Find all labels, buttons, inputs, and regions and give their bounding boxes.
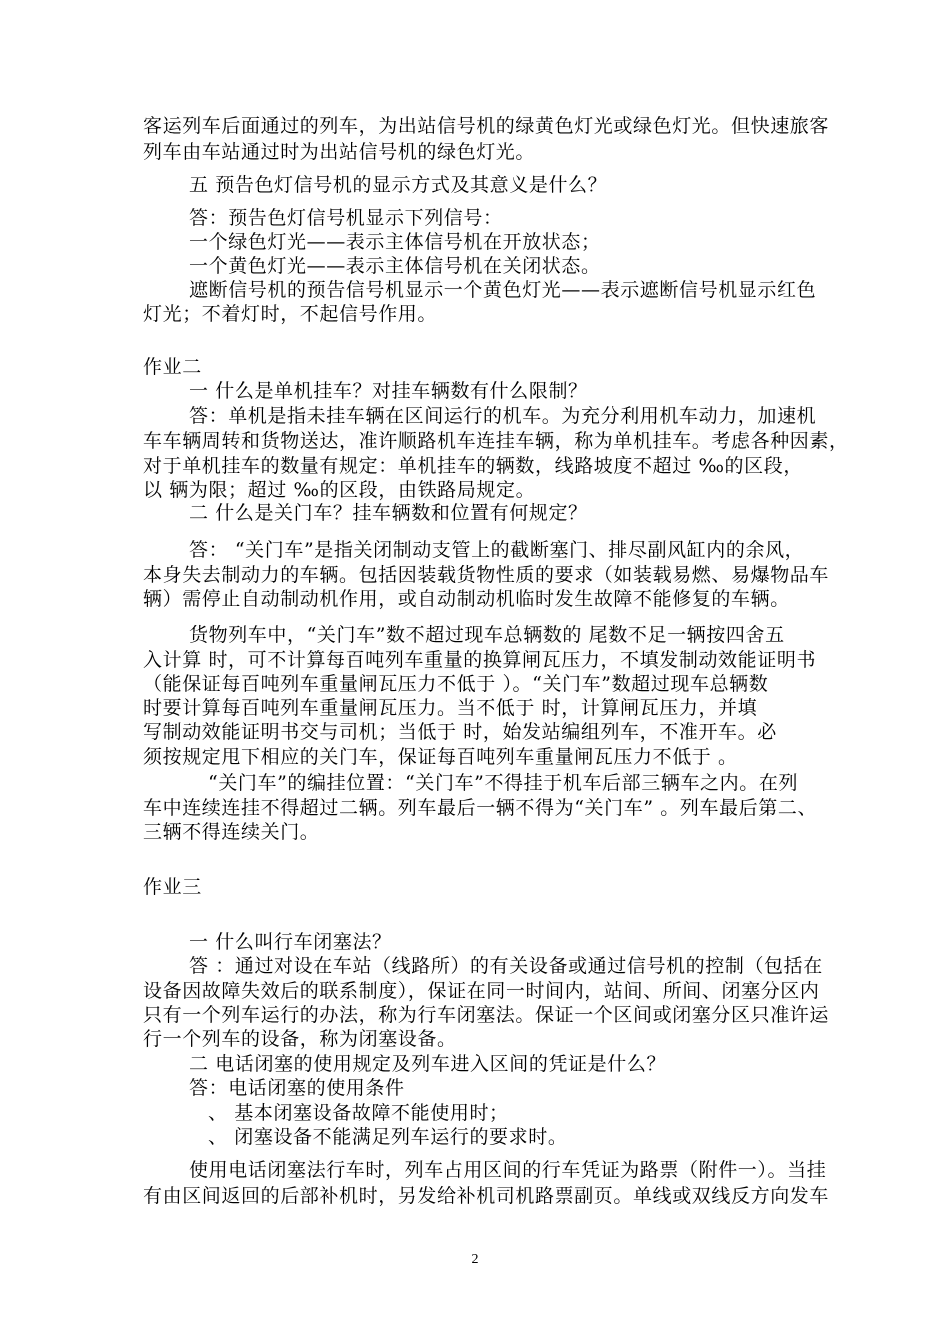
body-line: 对于单机挂车的数量有规定：单机挂车的辆数，线路坡度不超过 ‰的区段， <box>143 455 803 477</box>
list-item: 、 基本闭塞设备故障不能使用时； <box>208 1102 509 1124</box>
body-line: 写制动效能证明书交与司机；当低于 时，始发站编组列车，不准开车。必 <box>143 721 777 743</box>
body-line: 三辆不得连续关门。 <box>143 821 320 843</box>
body-line: 有由区间返回的后部补机时，另发给补机司机路票副页。单线或双线反方向发车 <box>143 1185 830 1207</box>
question-heading: 五 预告色灯信号机的显示方式及其意义是什么？ <box>189 174 608 196</box>
answer-line: 答 ：通过对设在车站（线路所）的有关设备或通过信号机的控制（包括在 <box>189 955 823 977</box>
body-line: 客运列车后面通过的列车，为出站信号机的绿黄色灯光或绿色灯光。但快速旅客 <box>143 115 830 137</box>
body-line: 车中连续连挂不得超过二辆。列车最后一辆不得为“关门车” 。列车最后第二、 <box>143 797 818 819</box>
body-line: 一个黄色灯光——表示主体信号机在关闭状态。 <box>189 255 601 277</box>
question-heading: 二 什么是关门车？挂车辆数和位置有何规定？ <box>189 502 588 524</box>
question-heading: 一 什么是单机挂车？对挂车辆数有什么限制？ <box>189 380 588 402</box>
question-heading: 二 电话闭塞的使用规定及列车进入区间的凭证是什么？ <box>189 1053 667 1075</box>
section-heading: 作业三 <box>143 876 202 898</box>
body-line: 货物列车中，“关门车”数不超过现车总辆数的 尾数不足一辆按四舍五 <box>189 624 785 646</box>
body-line: 设备因故障失效后的联系制度），保证在同一时间内，站间、所间、闭塞分区内 <box>143 980 820 1002</box>
body-line: 辆）需停止自动制动机作用，或自动制动机临时发生故障不能修复的车辆。 <box>143 588 790 610</box>
body-line: 行一个列车的设备，称为闭塞设备。 <box>143 1028 457 1050</box>
section-heading: 作业二 <box>143 356 202 378</box>
body-line: “关门车”的编挂位置：“关门车”不得挂于机车后部三辆车之内。在列 <box>208 772 799 794</box>
body-line: 须按规定甩下相应的关门车，保证每百吨列车重量闸瓦压力不低于 。 <box>143 746 738 768</box>
body-line: 以 辆为限；超过 ‰的区段，由铁路局规定。 <box>143 479 536 501</box>
body-line: 灯光；不着灯时，不起信号作用。 <box>143 303 438 325</box>
answer-line: 答：单机是指未挂车辆在区间运行的机车。为充分利用机车动力，加速机 <box>189 405 817 427</box>
body-line: 只有一个列车运行的办法，称为行车闭塞法。保证一个区间或闭塞分区只准许运 <box>143 1004 830 1026</box>
answer-line: 答：电话闭塞的使用条件 <box>189 1077 405 1099</box>
page-number: 2 <box>471 1252 479 1267</box>
body-line: 入计算 时，可不计算每百吨列车重量的换算闸瓦压力，不填发制动效能证明书 <box>143 649 817 671</box>
body-line: 遮断信号机的预告信号机显示一个黄色灯光——表示遮断信号机显示红色 <box>189 279 817 301</box>
body-line: 本身失去制动力的车辆。包括因装载货物性质的要求（如装载易燃、易爆物品车 <box>143 564 830 586</box>
answer-line: 答：预告色灯信号机显示下列信号： <box>189 207 503 229</box>
answer-line: 答： “关门车”是指关闭制动支管上的截断塞门、排尽副风缸内的余风， <box>189 539 805 561</box>
body-line: 车车辆周转和货物送达，准许顺路机车连挂车辆，称为单机挂车。考虑各种因素， <box>143 430 849 452</box>
body-line: 一个绿色灯光——表示主体信号机在开放状态； <box>189 231 601 253</box>
body-line: （能保证每百吨列车重量闸瓦压力不低于 ）。“关门车”数超过现车总辆数 <box>143 673 769 695</box>
body-line: 使用电话闭塞法行车时，列车占用区间的行车凭证为路票（附件一）。当挂 <box>189 1159 827 1181</box>
list-item: 、 闭塞设备不能满足列车运行的要求时。 <box>208 1126 568 1148</box>
body-line: 列车由车站通过时为出站信号机的绿色灯光。 <box>143 141 536 163</box>
question-heading: 一 什么叫行车闭塞法？ <box>189 931 392 953</box>
body-line: 时要计算每百吨列车重量闸瓦压力。当不低于 时，计算闸瓦压力，并填 <box>143 697 758 719</box>
